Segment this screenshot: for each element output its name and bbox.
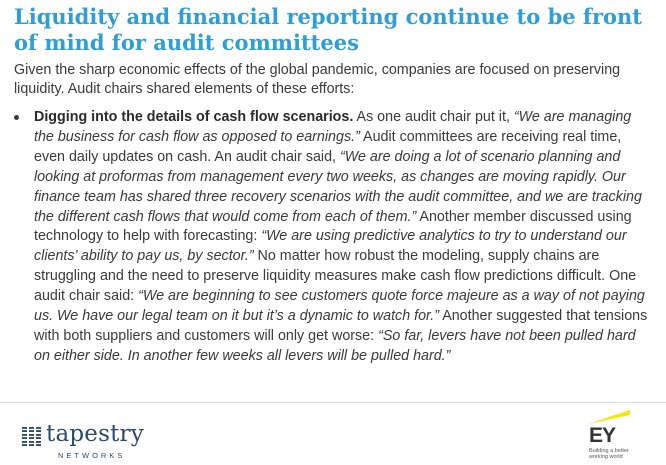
list-item (14, 108, 654, 367)
tapestry-networks-logo (22, 423, 162, 463)
bullet-list (14, 108, 654, 367)
body-text: Audit committees are receiving real time, even daily updates on cash. An audit chair said, (34, 128, 622, 165)
ey-beam-icon (586, 410, 630, 424)
ey-logo (586, 410, 646, 462)
tapestry-weave-icon (22, 427, 41, 446)
quote-text: “So far, levers have not been pulled hard on either side. In another few weeks all levers will be pulled hard.” (34, 327, 636, 364)
body-text: No matter how robust the modeling, supply chains are struggling and the need to preserve liquidity measures make cash flow predictions difficult. One audit chair said: (34, 248, 637, 305)
body-text: Another suggested that tensions with both suppliers and customers will only get worse: (34, 308, 648, 344)
ey-wordmark: EY (589, 424, 616, 447)
intro-paragraph: Given the sharp economic effects of the global pandemic, companies are focused on preserving liquidity. Audit chairs shared elements of these efforts: (14, 62, 621, 98)
body-text: Another member discussed using technology to help with forecasting: (34, 208, 632, 245)
quote-text: “We are beginning to see customers quote force majeure as a way of not paying us. We have our legal team on it but it’s a dynamic to watch for.” (34, 288, 645, 325)
body-text: As one audit chair put it, (353, 109, 514, 125)
tapestry-wordmark: tapestry (46, 421, 144, 447)
page-title: Liquidity and financial reporting continue to be front of mind for audit committees (14, 4, 643, 55)
quote-text: “We are using predictive analytics to try to understand our clients’ ability to pay us, by sector.” (34, 228, 627, 265)
footer-divider (0, 402, 666, 403)
bullet-heading: Digging into the details of cash flow scenarios. (34, 109, 354, 125)
quote-text: “We are managing the business for cash flow as opposed to earnings.” (34, 109, 632, 145)
bullet-icon (14, 115, 19, 120)
ey-tagline: Building a better working world (589, 448, 629, 460)
quote-text: “We are doing a lot of scenario planning and looking at proformas from management every two weeks, as changes are moving rapidly. Our finance team has shared three recovery scenarios with the audit committee, and we are tracking the different cash flows that would come from each of them.” (34, 148, 642, 225)
tapestry-subtitle: NETWORKS (58, 451, 126, 460)
